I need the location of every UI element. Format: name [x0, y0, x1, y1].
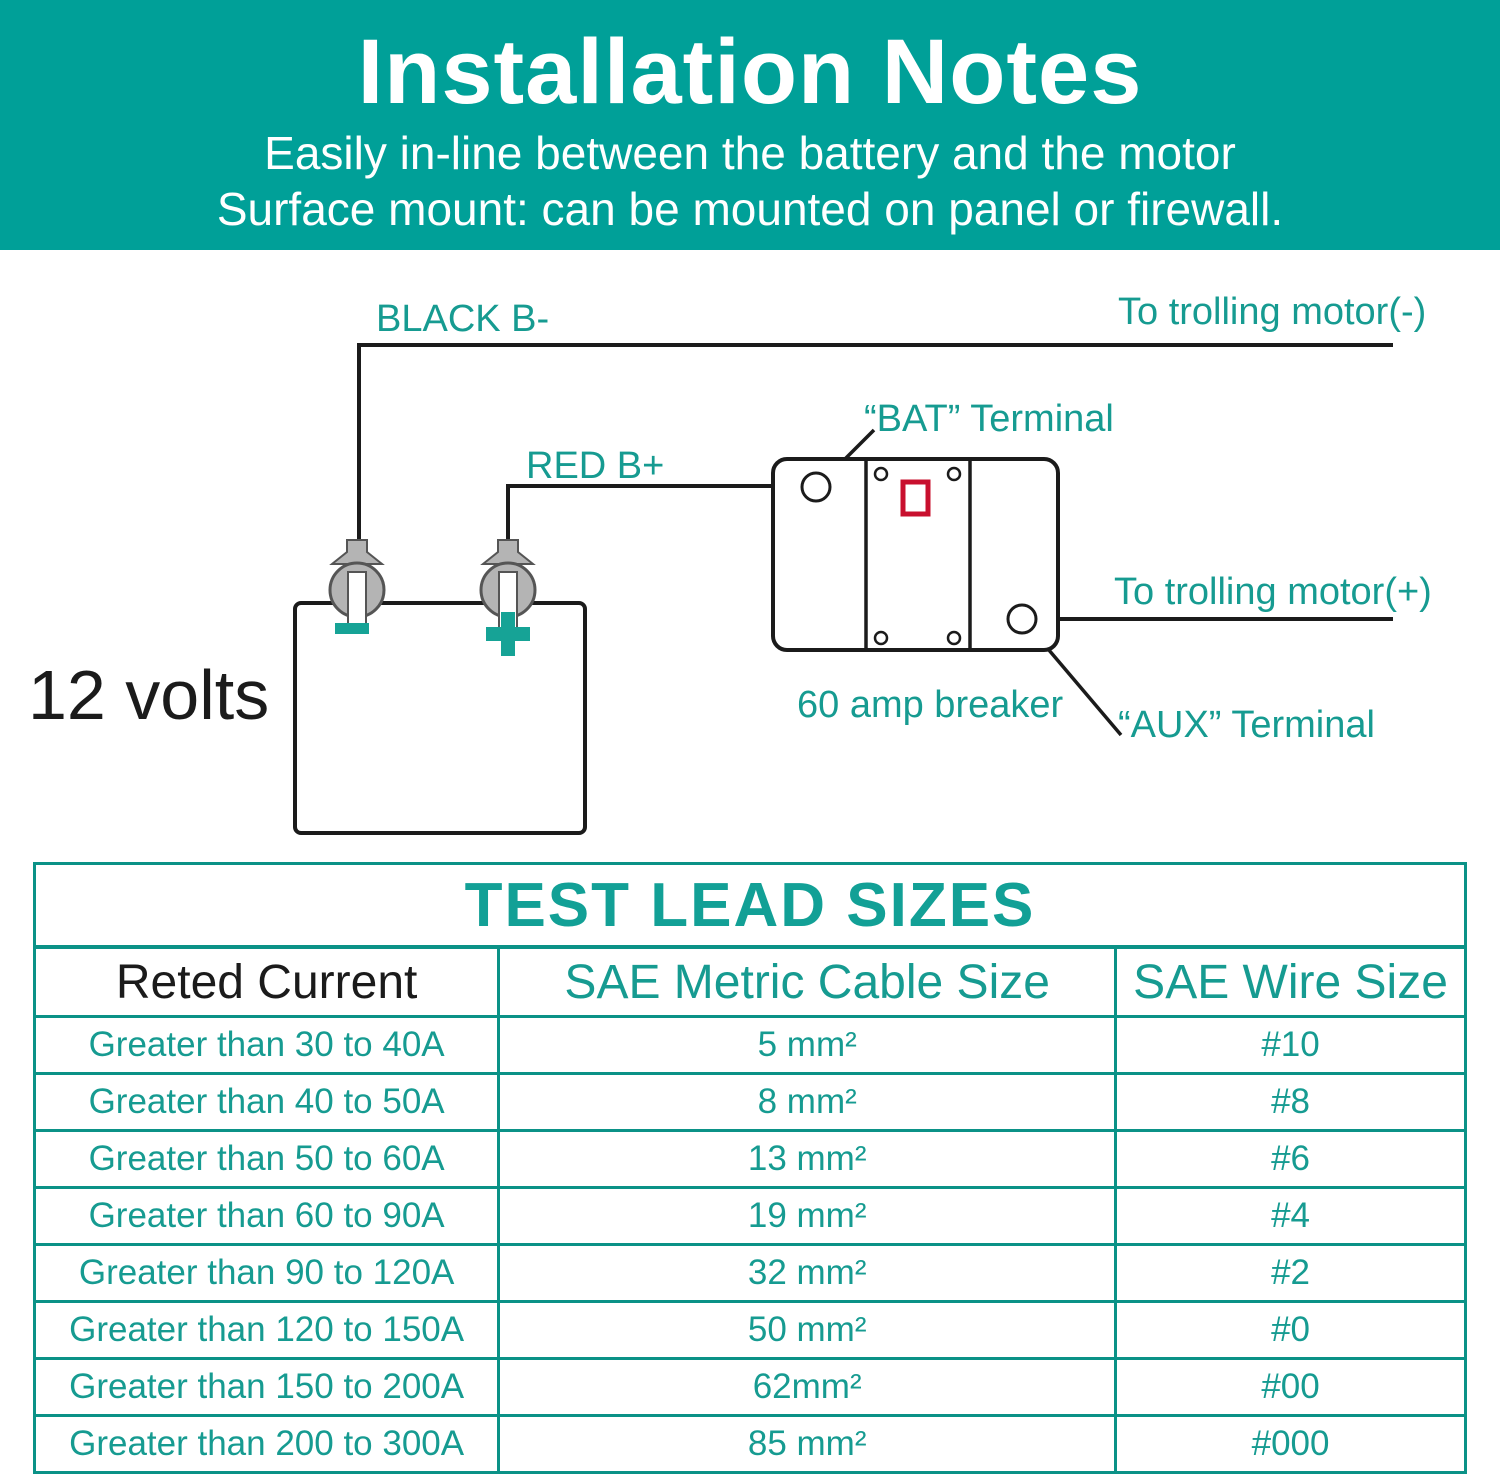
table-row	[36, 1357, 1464, 1414]
wire-size-cell: #2	[1114, 1246, 1464, 1300]
aux-terminal-label: “AUX” Terminal	[1118, 704, 1375, 746]
cable-size-cell: 32 mm²	[497, 1246, 1114, 1300]
trolling-motor-positive-label: To trolling motor(+)	[1114, 571, 1432, 613]
red-wire-label: RED B+	[526, 445, 665, 487]
rated-current-cell: Greater than 30 to 40A	[88, 1025, 445, 1064]
cable-size-cell: 62mm²	[497, 1360, 1114, 1414]
bat-terminal-label: “BAT” Terminal	[864, 398, 1114, 440]
black-wire-label: BLACK B-	[376, 298, 550, 340]
wire-size-cell: #000	[1114, 1417, 1464, 1471]
wire-size-cell: #8	[1114, 1075, 1464, 1129]
table-row	[36, 1129, 1464, 1186]
battery-body	[295, 603, 585, 833]
column-header-wire-size: SAE Wire Size	[1114, 949, 1464, 1015]
bat-terminal-circle	[802, 473, 830, 501]
rated-current-cell: Greater than 200 to 300A	[69, 1424, 465, 1463]
wire-size-cell: #10	[1114, 1018, 1464, 1072]
trolling-motor-negative-label: To trolling motor(-)	[1118, 291, 1427, 333]
cable-size-cell: 85 mm²	[497, 1417, 1114, 1471]
wiring-diagram-canvas	[0, 250, 1500, 862]
wire-size-cell: #00	[1114, 1360, 1464, 1414]
cable-size-cell: 19 mm²	[497, 1189, 1114, 1243]
battery-voltage-label: 12 volts	[28, 656, 270, 734]
rated-current-cell: Greater than 150 to 200A	[69, 1367, 465, 1406]
cable-size-cell: 50 mm²	[497, 1303, 1114, 1357]
rated-current-cell: Greater than 90 to 120A	[78, 1253, 455, 1292]
minus-icon	[335, 623, 369, 634]
wiring-diagram	[0, 250, 1500, 862]
wire-size-cell: #0	[1114, 1303, 1464, 1357]
column-header-cable-size: SAE Metric Cable Size	[497, 949, 1114, 1015]
table-row	[36, 1186, 1464, 1243]
table-header-row	[36, 949, 1464, 1015]
table-row	[36, 1414, 1464, 1471]
rated-current-cell: Greater than 40 to 50A	[88, 1082, 445, 1121]
rated-current-cell: Greater than 50 to 60A	[88, 1139, 445, 1178]
table-title: TEST LEAD SIZES	[36, 865, 1464, 949]
column-header-rated-current: Reted Current	[115, 955, 418, 1009]
red-positive-wire	[508, 486, 803, 552]
banner-subtitle-1: Easily in-line between the battery and the motor	[264, 127, 1236, 179]
breaker-label: 60 amp breaker	[797, 684, 1064, 726]
wire-size-cell: #6	[1114, 1132, 1464, 1186]
table-row	[36, 1243, 1464, 1300]
wire-size-cell: #4	[1114, 1189, 1464, 1243]
table-row	[36, 1300, 1464, 1357]
table-row	[36, 1072, 1464, 1129]
page-title: Installation Notes	[357, 21, 1143, 123]
cable-size-cell: 5 mm²	[497, 1018, 1114, 1072]
aux-terminal-circle	[1008, 605, 1036, 633]
rated-current-cell: Greater than 120 to 150A	[69, 1310, 465, 1349]
cable-size-cell: 8 mm²	[497, 1075, 1114, 1129]
rated-current-cell: Greater than 60 to 90A	[88, 1196, 445, 1235]
banner-subtitle-2: Surface mount: can be mounted on panel or firewall.	[216, 183, 1284, 235]
test-lead-sizes-table	[33, 862, 1467, 1474]
table-row	[36, 1015, 1464, 1072]
header-banner	[0, 0, 1500, 250]
cable-size-cell: 13 mm²	[497, 1132, 1114, 1186]
